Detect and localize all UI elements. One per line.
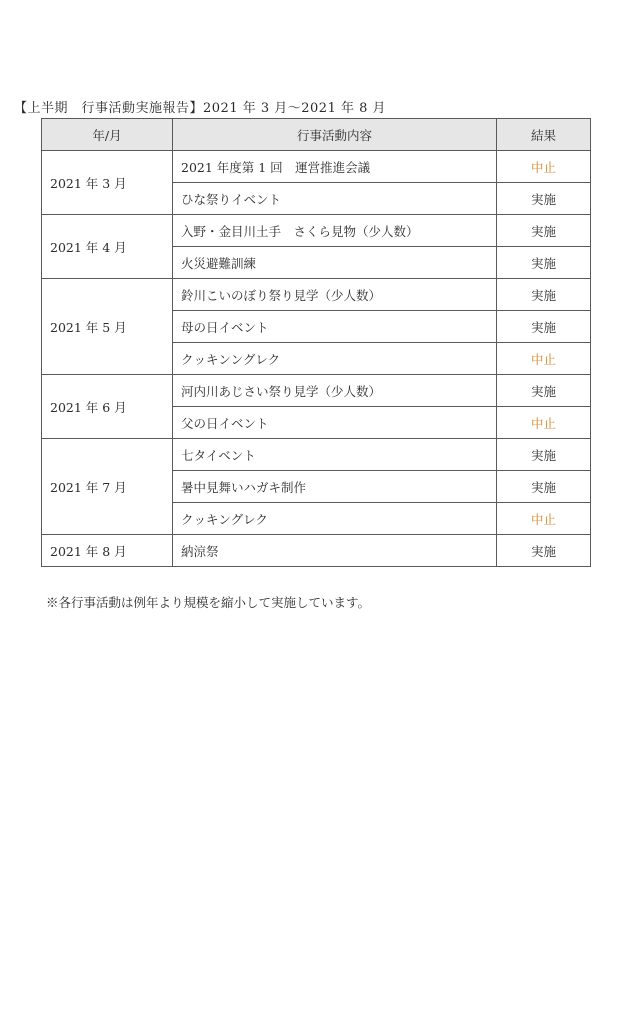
result-cell: 実施: [497, 183, 591, 215]
activity-content-cell: 2021 年度第 1 回 運営推進会議: [173, 151, 497, 183]
result-cell: 実施: [497, 471, 591, 503]
header-content: 行事活動内容: [173, 119, 497, 151]
activity-content-cell: 母の日イベント: [173, 311, 497, 343]
result-cell: 実施: [497, 535, 591, 567]
header-month: 年/月: [42, 119, 173, 151]
month-cell: 2021 年 5 月: [42, 279, 173, 375]
table-row: [42, 279, 591, 311]
result-cell: 実施: [497, 439, 591, 471]
activity-content-cell: クッキンングレク: [173, 343, 497, 375]
month-cell: 2021 年 6 月: [42, 375, 173, 439]
result-cell: 実施: [497, 279, 591, 311]
document-title: 【上半期 行事活動実施報告】2021 年 3 月～2021 年 8 月: [14, 101, 387, 116]
activity-content-cell: クッキングレク: [173, 503, 497, 535]
activity-report-table: [41, 118, 591, 567]
activity-content-cell: 父の日イベント: [173, 407, 497, 439]
table-row: [42, 215, 591, 247]
activity-content-cell: 入野・金目川土手 さくら見物（少人数）: [173, 215, 497, 247]
activity-content-cell: 鈴川こいのぼり祭り見学（少人数）: [173, 279, 497, 311]
footnote: ※各行事活動は例年より規模を縮小して実施しています。: [46, 595, 371, 610]
month-cell: 2021 年 3 月: [42, 151, 173, 215]
table-row: [42, 151, 591, 183]
result-cell: 中止: [497, 407, 591, 439]
table-row: [42, 535, 591, 567]
month-cell: 2021 年 8 月: [42, 535, 173, 567]
result-cell: 実施: [497, 311, 591, 343]
activity-content-cell: 七タイベント: [173, 439, 497, 471]
activity-content-cell: 納涼祭: [173, 535, 497, 567]
activity-content-cell: 暑中見舞いハガキ制作: [173, 471, 497, 503]
result-cell: 実施: [497, 375, 591, 407]
table-header-row: [42, 119, 591, 151]
activity-content-cell: 河内川あじさい祭り見学（少人数）: [173, 375, 497, 407]
result-cell: 実施: [497, 247, 591, 279]
activity-content-cell: 火災避難訓練: [173, 247, 497, 279]
result-cell: 中止: [497, 343, 591, 375]
result-cell: 中止: [497, 503, 591, 535]
result-cell: 中止: [497, 151, 591, 183]
result-cell: 実施: [497, 215, 591, 247]
activity-content-cell: ひな祭りイベント: [173, 183, 497, 215]
table-body: [42, 151, 591, 567]
table-row: [42, 375, 591, 407]
month-cell: 2021 年 7 月: [42, 439, 173, 535]
table-row: [42, 439, 591, 471]
month-cell: 2021 年 4 月: [42, 215, 173, 279]
header-result: 結果: [497, 119, 591, 151]
